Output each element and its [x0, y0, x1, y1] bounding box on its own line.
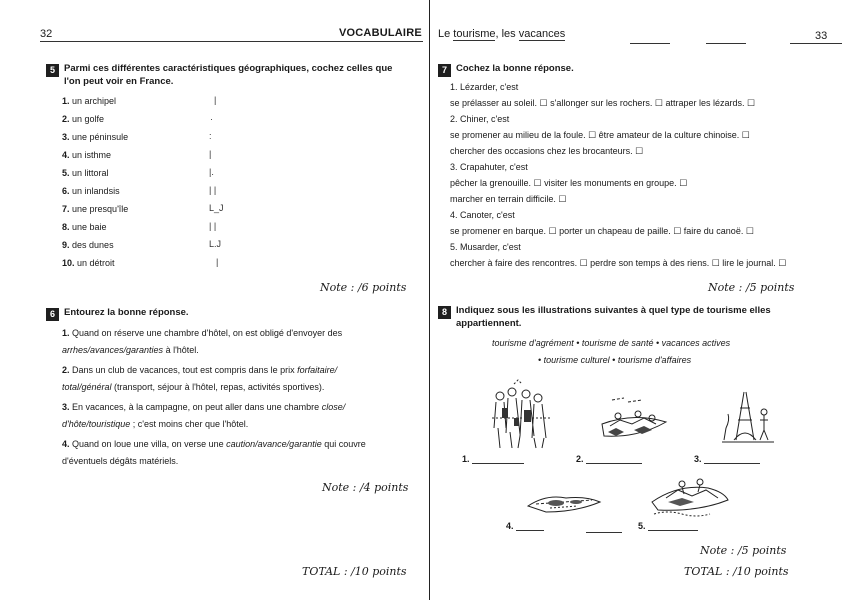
ex6-q3-choices-a[interactable]: close/	[321, 402, 346, 412]
exercise-6-instruction	[46, 306, 189, 321]
illustration-3-eiffel-tower	[718, 390, 778, 446]
ex7-q1-options[interactable]: se prélasser au soleil. ☐ s'allonger sur les rochers. ☐ attraper les lézards. ☐	[450, 98, 756, 108]
ex8-options-line2: • tourisme culturel • tourisme d'affaires	[538, 355, 692, 365]
exercise-7-instruction-text: Cochez la bonne réponse.	[456, 63, 574, 74]
ex8-label-4: 4.	[506, 521, 544, 531]
illustration-4-beach	[526, 486, 602, 516]
ex8-label-2: 2.	[576, 454, 642, 464]
ex6-q3-choices-b[interactable]: d'hôte/touristique	[62, 419, 131, 429]
ex6-q2-choices-a[interactable]: forfaitaire/	[297, 365, 338, 375]
exercise-5-note: Note : /6 points	[320, 281, 407, 294]
exercise-8-instruction-line1: Indiquez sous les illustrations suivantes à quel type de tourisme elles	[456, 305, 771, 316]
ex5-checkbox-4[interactable]: |	[209, 149, 212, 159]
ex8-label-5: 5.	[638, 521, 698, 531]
ex8-answer-1[interactable]	[472, 463, 524, 464]
ex6-q1-line1: 1. Quand on réserve une chambre d'hôtel, on est obligé d'envoyer des	[62, 328, 343, 338]
ex6-q4-line2: d'éventuels dégâts matériels.	[62, 456, 179, 466]
header-rule-3	[790, 43, 842, 44]
ex7-q2-head: 2. Chiner, c'est	[450, 114, 510, 124]
ex6-q3-line2: d'hôte/touristique ; c'est moins cher que l'hôtel.	[62, 419, 249, 429]
left-total: TOTAL : /10 points	[302, 565, 407, 578]
ex8-answer-5[interactable]	[648, 530, 698, 531]
ex6-q1-choices[interactable]: arrhes/avances/garanties	[62, 345, 164, 355]
ex5-item-2: 2. un golfe	[62, 114, 105, 124]
exercise-6-instruction-text: Entourez la bonne réponse.	[64, 307, 189, 318]
right-page	[430, 0, 848, 600]
ex5-checkbox-10[interactable]: |	[216, 257, 219, 267]
ex7-q5-head: 5. Musarder, c'est	[450, 242, 521, 252]
ex5-checkbox-5[interactable]: |.	[209, 167, 214, 177]
ex8-answer-2[interactable]	[586, 463, 642, 464]
ex5-item-5: 5. un littoral	[62, 168, 109, 178]
ex5-item-3: 3. une péninsule	[62, 132, 129, 142]
exercise-5-instruction-line2: l'on peut voir en France.	[64, 76, 174, 87]
exercise-5-instruction-line1: Parmi ces différentes caractéristiques géographiques, cochez celles que	[64, 63, 393, 74]
ex5-checkbox-8[interactable]: | |	[209, 221, 217, 231]
ex5-checkbox-1[interactable]: |	[214, 95, 217, 105]
ex5-checkbox-2[interactable]: ·	[210, 114, 213, 124]
exercise-7-instruction	[438, 62, 574, 77]
ex6-q1-line2: arrhes/avances/garanties à l'hôtel.	[62, 345, 199, 355]
ex8-answer-4[interactable]	[516, 530, 544, 531]
ex8-options-line1: tourisme d'agrément • tourisme de santé • vacances actives	[492, 338, 731, 348]
ex6-q2-line1: 2. Dans un club de vacances, tout est compris dans le prix forfaitaire/	[62, 365, 338, 375]
illustration-5-boat	[648, 474, 732, 518]
ex5-checkbox-6[interactable]: | |	[209, 185, 217, 195]
ex5-checkbox-3[interactable]: :	[209, 131, 212, 141]
ex7-q3-options-1[interactable]: pêcher la grenouille. ☐ visiter les monuments en groupe. ☐	[450, 178, 688, 188]
exercise-5-number: 5	[46, 64, 59, 77]
header-rule-left	[40, 41, 423, 42]
ex7-q1-head: 1. Lézarder, c'est	[450, 82, 519, 92]
ex6-q2-choices-b[interactable]: total/général	[62, 382, 112, 392]
exercise-7-note: Note : /5 points	[708, 281, 795, 294]
ex7-q4-head: 4. Canoter, c'est	[450, 210, 515, 220]
page-number-left: 32	[40, 28, 53, 40]
exercise-8-note: Note : /5 points	[700, 544, 787, 557]
page-number-right: 33	[815, 30, 828, 42]
ex7-q3-options-2[interactable]: marcher en terrain difficile. ☐	[450, 194, 567, 204]
ex7-q2-options-2[interactable]: chercher des occasions chez les brocanteurs. ☐	[450, 146, 644, 156]
ex6-q2-line2: total/général (transport, séjour à l'hôtel, repas, activités sportives).	[62, 382, 325, 392]
illustration-1-crowd	[490, 378, 552, 450]
ex8-answer-3[interactable]	[704, 463, 760, 464]
ex7-q5-options[interactable]: chercher à faire des rencontres. ☐ perdre son temps à des riens. ☐ lire le journal. ☐	[450, 258, 787, 268]
ex6-q4-choices[interactable]: caution/avance/garantie	[226, 439, 322, 449]
section-title-vocabulaire: VOCABULAIRE	[339, 27, 422, 39]
header-rule-2	[706, 43, 746, 44]
right-total: TOTAL : /10 points	[684, 565, 789, 578]
header-rule-1	[630, 43, 670, 44]
ex5-checkbox-9[interactable]: L.J	[209, 239, 222, 249]
exercise-8-number: 8	[438, 306, 451, 319]
exercise-8-instruction-line2: appartiennent.	[456, 318, 522, 329]
ex6-q4-line1: 4. Quand on loue une villa, on verse une caution/avance/garantie qui couvre	[62, 439, 366, 449]
exercise-7-number: 7	[438, 64, 451, 77]
ex7-q2-options-1[interactable]: se promener au milieu de la foule. ☐ être amateur de la culture chinoise. ☐	[450, 130, 750, 140]
ex5-checkbox-7[interactable]: L_J	[209, 203, 224, 213]
ex5-item-1: 1. un archipel	[62, 96, 117, 106]
illustration-2-spa	[598, 394, 670, 446]
ex6-q3-line1: 3. En vacances, à la campagne, on peut aller dans une chambre close/	[62, 402, 346, 412]
section-title-tourisme: Le tourisme, les vacances	[438, 28, 566, 40]
ex8-label-3: 3.	[694, 454, 760, 464]
ex5-item-10: 10. un détroit	[62, 258, 115, 268]
ex5-item-4: 4. un isthme	[62, 150, 112, 160]
ex8-answer-4b[interactable]	[586, 521, 622, 533]
ex5-item-7: 7. une presqu'île	[62, 204, 129, 214]
ex5-item-9: 9. des dunes	[62, 240, 114, 250]
ex5-item-6: 6. un inlandsis	[62, 186, 120, 196]
ex7-q3-head: 3. Crapahuter, c'est	[450, 162, 528, 172]
exercise-6-note: Note : /4 points	[322, 481, 409, 494]
ex7-q4-options[interactable]: se promener en barque. ☐ porter un chapeau de paille. ☐ faire du canoë. ☐	[450, 226, 754, 236]
ex5-item-8: 8. une baie	[62, 222, 107, 232]
exercise-6-number: 6	[46, 308, 59, 321]
ex8-label-1: 1.	[462, 454, 524, 464]
